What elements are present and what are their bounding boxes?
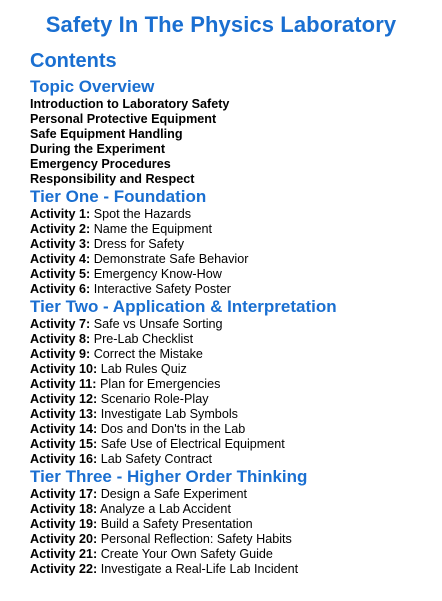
activity-item bbox=[30, 362, 430, 377]
activity-label: Activity 2: bbox=[30, 222, 91, 236]
activity-label: Activity 11: bbox=[30, 377, 97, 391]
activity-title: Dress for Safety bbox=[93, 237, 184, 251]
activity-item bbox=[30, 452, 430, 467]
activity-title: Create Your Own Safety Guide bbox=[100, 547, 273, 561]
activity-label: Activity 17: bbox=[30, 487, 98, 501]
section-heading-tier-one: Tier One - Foundation bbox=[30, 187, 207, 206]
overview-item: During the Experiment bbox=[30, 142, 166, 156]
overview-item: Personal Protective Equipment bbox=[30, 112, 217, 126]
activity-label: Activity 20: bbox=[30, 532, 98, 546]
activity-title: Lab Rules Quiz bbox=[100, 362, 187, 376]
contents-heading: Contents bbox=[30, 50, 117, 72]
section-heading-tier-two: Tier Two - Application & Interpretation bbox=[30, 297, 337, 316]
activity-label: Activity 12: bbox=[30, 392, 98, 406]
overview-item: Emergency Procedures bbox=[30, 157, 171, 171]
activity-item bbox=[30, 392, 430, 407]
page-title: Safety In The Physics Laboratory bbox=[45, 12, 397, 37]
tier-two-activity-list bbox=[30, 317, 430, 467]
activity-label: Activity 4: bbox=[30, 252, 91, 266]
activity-label: Activity 5: bbox=[30, 267, 91, 281]
activity-label: Activity 7: bbox=[30, 317, 91, 331]
activity-title: Analyze a Lab Accident bbox=[100, 502, 231, 516]
activity-item bbox=[30, 377, 430, 392]
activity-title: Spot the Hazards bbox=[93, 207, 192, 221]
overview-item: Introduction to Laboratory Safety bbox=[30, 97, 230, 111]
activity-label: Activity 21: bbox=[30, 547, 98, 561]
activity-item bbox=[30, 422, 430, 437]
activity-title: Safe Use of Electrical Equipment bbox=[100, 437, 285, 451]
table-of-contents bbox=[30, 77, 430, 577]
activity-item bbox=[30, 562, 430, 577]
activity-label: Activity 14: bbox=[30, 422, 98, 436]
activity-title: Safe vs Unsafe Sorting bbox=[93, 317, 223, 331]
section-heading-tier-three: Tier Three - Higher Order Thinking bbox=[30, 467, 308, 486]
activity-label: Activity 9: bbox=[30, 347, 91, 361]
activity-label: Activity 10: bbox=[30, 362, 98, 376]
activity-label: Activity 22: bbox=[30, 562, 98, 576]
activity-item bbox=[30, 317, 430, 332]
activity-title: Plan for Emergencies bbox=[100, 377, 221, 391]
activity-label: Activity 16: bbox=[30, 452, 98, 466]
activity-label: Activity 3: bbox=[30, 237, 91, 251]
activity-label: Activity 18: bbox=[30, 502, 98, 516]
activity-title: Lab Safety Contract bbox=[100, 452, 213, 466]
activity-item bbox=[30, 547, 430, 562]
activity-title: Personal Reflection: Safety Habits bbox=[100, 532, 292, 546]
overview-item: Safe Equipment Handling bbox=[30, 127, 183, 141]
activity-item bbox=[30, 437, 430, 452]
activity-item bbox=[30, 282, 430, 297]
activity-label: Activity 6: bbox=[30, 282, 91, 296]
tier-one-activity-list bbox=[30, 207, 430, 297]
section-heading-topic-overview: Topic Overview bbox=[30, 77, 155, 96]
activity-item bbox=[30, 347, 430, 362]
activity-item bbox=[30, 532, 430, 547]
activity-title: Design a Safe Experiment bbox=[100, 487, 248, 501]
tier-three-activity-list bbox=[30, 487, 430, 577]
activity-item bbox=[30, 502, 430, 517]
activity-title: Correct the Mistake bbox=[93, 347, 203, 361]
activity-title: Demonstrate Safe Behavior bbox=[93, 252, 249, 266]
activity-title: Interactive Safety Poster bbox=[93, 282, 231, 296]
activity-label: Activity 13: bbox=[30, 407, 98, 421]
activity-item bbox=[30, 222, 430, 237]
activity-item bbox=[30, 267, 430, 282]
activity-label: Activity 19: bbox=[30, 517, 98, 531]
topic-overview-list bbox=[30, 97, 430, 187]
activity-label: Activity 1: bbox=[30, 207, 91, 221]
activity-item bbox=[30, 407, 430, 422]
activity-title: Investigate a Real-Life Lab Incident bbox=[100, 562, 299, 576]
overview-item: Responsibility and Respect bbox=[30, 172, 195, 186]
activity-item bbox=[30, 237, 430, 252]
activity-title: Build a Safety Presentation bbox=[100, 517, 253, 531]
activity-label: Activity 15: bbox=[30, 437, 98, 451]
activity-title: Emergency Know-How bbox=[93, 267, 222, 281]
activity-title: Investigate Lab Symbols bbox=[100, 407, 238, 421]
activity-item bbox=[30, 517, 430, 532]
activity-item bbox=[30, 487, 430, 502]
activity-label: Activity 8: bbox=[30, 332, 91, 346]
activity-title: Dos and Don'ts in the Lab bbox=[100, 422, 246, 436]
activity-title: Pre-Lab Checklist bbox=[93, 332, 194, 346]
activity-item bbox=[30, 252, 430, 267]
activity-item bbox=[30, 207, 430, 222]
activity-title: Name the Equipment bbox=[93, 222, 213, 236]
activity-item bbox=[30, 332, 430, 347]
activity-title: Scenario Role-Play bbox=[100, 392, 209, 406]
